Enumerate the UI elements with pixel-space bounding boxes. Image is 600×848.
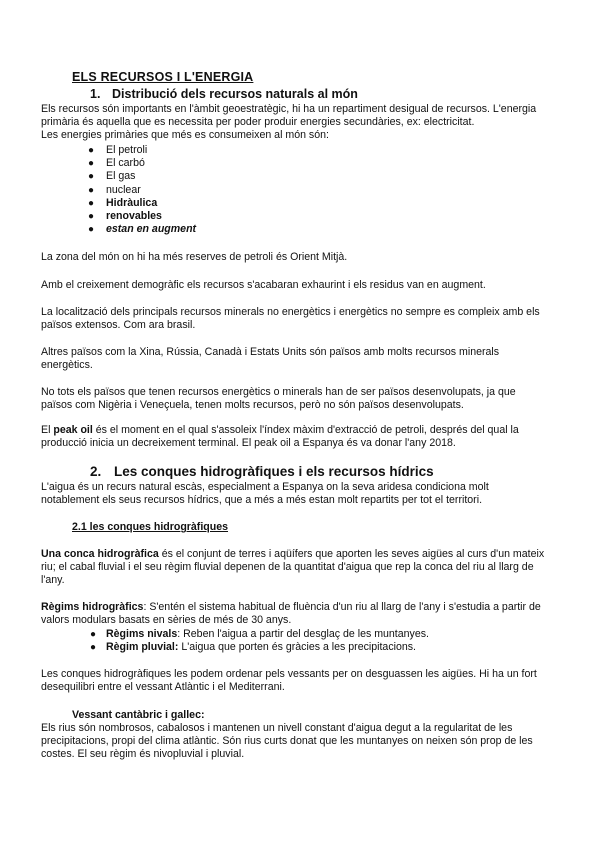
s1-paragraph-5-line-1: No tots els països que tenen recursos energètics o minerals han de ser països desenvolupats, ja que: [41, 386, 516, 398]
conca-line-1: Una conca hidrogràfica és el conjunt de terres i aqüífers que aporten les seves aigües al curs d'un mateix: [41, 548, 545, 560]
regims-term: Règims hidrogràfics: [41, 601, 144, 613]
section-2-title: Les conques hidrogràfiques i els recursos hídrics: [114, 464, 434, 479]
vessant-title: Vessant cantàbric i gallec:: [72, 709, 205, 721]
s1-paragraph-2: Amb el creixement demogràfic els recursos s'acabaran exhaurint i els residus van en augment.: [41, 279, 486, 291]
vessant-line-2: precipitacions, propi del clima atlàntic. Són rius curts donat que les muntanyes on neixen són prop de les: [41, 735, 533, 747]
conca-term: Una conca hidrogràfica: [41, 548, 159, 560]
bullet-icon: ●: [88, 184, 95, 196]
bullet-icon: ●: [88, 210, 95, 222]
document-title: ELS RECURSOS I L'ENERGIA: [72, 70, 254, 84]
bullet-icon: ●: [90, 642, 97, 654]
section-1-title: Distribució dels recursos naturals al món: [112, 87, 358, 101]
s1-intro-line-1: Els recursos són importants en l'àmbit geoestratègic, hi ha un repartiment desigual de recursos. L'energia: [41, 103, 537, 115]
s2-intro-line-1: L'aigua és un recurs natural escàs, especialment a Espanya on la seva aridesa condiciona molt: [41, 481, 489, 493]
s1-paragraph-5-line-2: països com Nigèria i Veneçuela, tenen molts recursos, però no són països desenvolupats.: [41, 399, 464, 411]
conca-line-3: l'any.: [41, 574, 65, 586]
section-1-heading: [90, 87, 358, 101]
vessant-line-1: Els rius són nombrosos, cabalosos i mantenen un nivell constant d'aigua degut a la regularitat de les: [41, 722, 513, 734]
section-2-heading: [90, 464, 434, 479]
vessants-line-1: Les conques hidrogràfiques les podem ordenar pels vessants per on desguassen les aigües. Hi ha un fort: [41, 668, 537, 680]
bullet-icon: ●: [88, 145, 95, 156]
vessant-line-3: costes. El seu règim és nivopluvial i pluvial.: [41, 748, 245, 760]
regims-line-1: Règims hidrogràfics: S'entén el sistema habitual de fluència d'un riu al llarg de l'any i s'estudia a partir de: [41, 601, 541, 613]
document-page: ELS RECURSOS I L'ENERGIA 1. Distribució dels recursos naturals al món Els recursos són importants en l'àmbit geoestratègic, hi ha un repartiment desigual de recursos. L'energia primària és aquella que es necessita per poder produir energies secundàries, ex: electricitat. Les energies primàries que més es consumeixen al món són: ● El petroli ● El carbó ● El gas ● nuclear ● Hidràulica ● renovables ● estan en augment La zona del món on hi ha més reserves de petroli és Orient Mitjà. Amb el creixement demogràfic els recursos s'acabaran exhaurint i els residus van en augment. La localització dels principals recursos minerals no energètics i energètics no sempre es compleix amb els països extensos. Com ara brasil. Altres països com la Xina, Rússia, Canadà i Estats Units són països amb molts recursos minerals energètics. No tots els països que tenen recursos energètics o minerals han de ser països desenvolupats, ja que països com Nigèria i Veneçuela, tenen molts recursos, però no són països desenvolupats. El peak oil és el moment en el qual s'assoleix l'índex màxim d'extracció de petroli, després del qual la producció inicia un decreixement terminal. El peak oil a Espanya és va donar l'any 2018. 2. Les conques hidrogràfiques i els recursos hídrics L'aigua és un recurs natural escàs, especialment a Espanya on la seva aridesa condiciona molt notablement els seus recursos hídrics, que a més a més estan molt repartits per tot el territori. 2.1 les conques hidrogràfiques Una conca hidrogràfica és el conjunt de terres i aqüífers que aporten les seves aigües al curs d'un mateix riu; el cabal fluvial i el seu règim fluvial depenen de la quantitat d'aigua que rep la conca del riu al llarg de l'any. Règims hidrogràfics: S'entén el sistema habitual de fluència d'un riu al llarg de l'any i s'estudia a partir de valors modulars basats en sèries de més de 30 anys. ● Règims nivals: Reben l'aigua a partir del desglaç de les muntanyes. ● Règim pluvial: L'aigua que porten és gràcies a les precipitacions. Les conques hidrogràfiques les podem ordenar pels vessants per on desguassen les aigües. Hi ha un fort desequilibri entre el vessant Atlàntic i el Mediterrani. Vessant cantàbric i gallec: Els rius són nombrosos, cabalosos i mantenen un nivell constant d'aigua degut a la regularitat de les precipitacions, propi del clima atlàntic. Són rius curts donat que les muntanyes on neixen són prop de les costes. El seu règim és nivopluvial i pluvial.: [41, 70, 545, 760]
s1-intro-line-2: primària és aquella que es necessita per poder produir energies secundàries, ex: electricitat.: [41, 116, 475, 128]
regims-line-2: valors modulars basats en sèries de més de 30 anys.: [41, 614, 292, 626]
peak-oil-term: peak oil: [53, 424, 93, 436]
s1-paragraph-3-line-1: La localització dels principals recursos minerals no energètics i energètics no sempre es compleix amb els: [41, 306, 540, 318]
vessants-line-2: desequilibri entre el vessant Atlàntic i el Mediterrani.: [41, 681, 285, 693]
section-1-number: 1.: [90, 87, 101, 101]
s2-intro-line-2: notablement els seus recursos hídrics, que a més a més estan molt repartits per tot el territori.: [41, 494, 483, 506]
s1-paragraph-6-line-1: El peak oil és el moment en el qual s'assoleix l'índex màxim d'extracció de petroli, després del qual la: [41, 424, 519, 436]
bullet-icon: ●: [88, 224, 95, 236]
subsection-2-1-title: 2.1 les conques hidrogràfiques: [72, 521, 229, 533]
bullet-icon: ●: [90, 629, 97, 640]
s1-paragraph-6-line-2: producció inicia un decreixement terminal. El peak oil a Espanya és va donar l'any 2018.: [41, 437, 456, 449]
s1-paragraph-3-line-2: països extensos. Com ara brasil.: [41, 319, 196, 331]
section-2-number: 2.: [90, 464, 102, 479]
bullet-icon: ●: [88, 197, 95, 209]
conca-line-2: riu; el cabal fluvial i el seu règim fluvial depenen de la quantitat d'aigua que rep la conca del riu al llarg de: [41, 561, 534, 573]
bullet-icon: ●: [88, 158, 95, 170]
s1-paragraph-4-line-2: energètics.: [41, 359, 93, 371]
s1-intro-line-3: Les energies primàries que més es consumeixen al món són:: [41, 129, 329, 141]
s1-paragraph-1: La zona del món on hi ha més reserves de petroli és Orient Mitjà.: [41, 251, 348, 263]
bullet-icon: ●: [88, 171, 95, 183]
s1-paragraph-4-line-1: Altres països com la Xina, Rússia, Canadà i Estats Units són països amb molts recursos minerals: [41, 346, 500, 358]
